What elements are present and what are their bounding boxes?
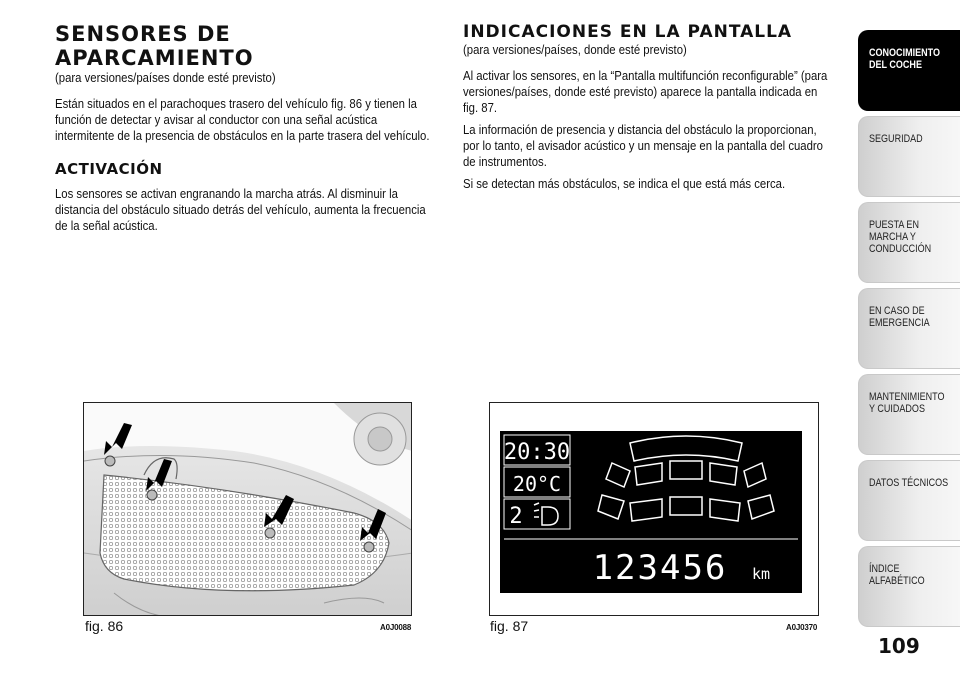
figure-86-code: A0J0088 bbox=[380, 623, 412, 632]
figure-87-code: A0J0370 bbox=[786, 623, 818, 632]
page-number: 109 bbox=[878, 634, 920, 658]
tab-datos-tecnicos[interactable] bbox=[858, 460, 960, 541]
section-title-display-indications: INDICACIONES EN LA PANTALLA bbox=[463, 22, 793, 42]
tab-puesta-en-marcha[interactable] bbox=[858, 202, 960, 283]
display-temperature: 20°C bbox=[512, 472, 562, 496]
tab-label: MANTENIMIENTO Y CUIDADOS bbox=[869, 391, 945, 415]
paragraph: Los sensores se activan engranando la marcha atrás. Al disminuir la distancia del obstáculo situado detrás del vehículo, aumenta la frecuencia de la señal acústica. bbox=[55, 186, 426, 233]
tab-indice-alfabetico[interactable] bbox=[858, 546, 960, 627]
tab-conocimiento-del-coche[interactable] bbox=[858, 30, 960, 111]
chapter-tabs bbox=[858, 30, 960, 632]
bumper-illustration bbox=[84, 403, 412, 616]
display-illustration bbox=[490, 403, 819, 616]
tab-seguridad[interactable] bbox=[858, 116, 960, 197]
section-subtitle: (para versiones/países donde esté previsto) bbox=[55, 70, 276, 85]
paragraph: Si se detectan más obstáculos, se indica el que está más cerca. bbox=[463, 176, 786, 191]
section-title-parking-sensors: SENSORES DE APARCAMIENTO bbox=[55, 22, 254, 70]
subsection-title-activation: ACTIVACIÓN bbox=[55, 160, 163, 178]
left-column bbox=[55, 22, 433, 234]
paragraph: Al activar los sensores, en la “Pantalla multifunción reconfigurable” (para versiones/países, donde esté previsto) aparece la pantalla indicada en fig. 87. bbox=[463, 68, 828, 115]
tab-label: SEGURIDAD bbox=[869, 133, 923, 145]
tab-label: ÍNDICE ALFABÉTICO bbox=[869, 563, 925, 587]
figure-86-caption: fig. 86 bbox=[85, 618, 124, 634]
figure-87-display bbox=[489, 402, 819, 616]
display-odometer-unit: km bbox=[752, 565, 771, 583]
tab-label: DATOS TÉCNICOS bbox=[869, 477, 949, 489]
tab-label: EN CASO DE EMERGENCIA bbox=[869, 305, 930, 329]
right-column bbox=[463, 22, 835, 192]
section-subtitle: (para versiones/países, donde esté previsto) bbox=[463, 42, 687, 57]
tab-en-caso-de-emergencia[interactable] bbox=[858, 288, 960, 369]
tab-label: CONOCIMIENTO DEL COCHE bbox=[869, 47, 940, 71]
display-time: 20:30 bbox=[503, 440, 571, 465]
display-odometer: 123456 bbox=[592, 548, 728, 588]
display-gear: 2 bbox=[509, 504, 523, 529]
figure-86-rear-bumper bbox=[83, 402, 412, 616]
tab-label: PUESTA EN MARCHA Y CONDUCCIÓN bbox=[869, 219, 932, 255]
paragraph: La información de presencia y distancia del obstáculo la proporcionan, por lo tanto, el avisador acústico y un mensaje en la pantalla del cuadro de instrumentos. bbox=[463, 122, 823, 169]
tab-mantenimiento[interactable] bbox=[858, 374, 960, 455]
paragraph: Están situados en el parachoques trasero del vehículo fig. 86 y tienen la función de detectar y avisar al conductor con una señal acústica intermitente de la presencia de obstáculos en la parte trasera del vehículo. bbox=[55, 96, 430, 143]
figure-87-caption: fig. 87 bbox=[490, 618, 529, 634]
